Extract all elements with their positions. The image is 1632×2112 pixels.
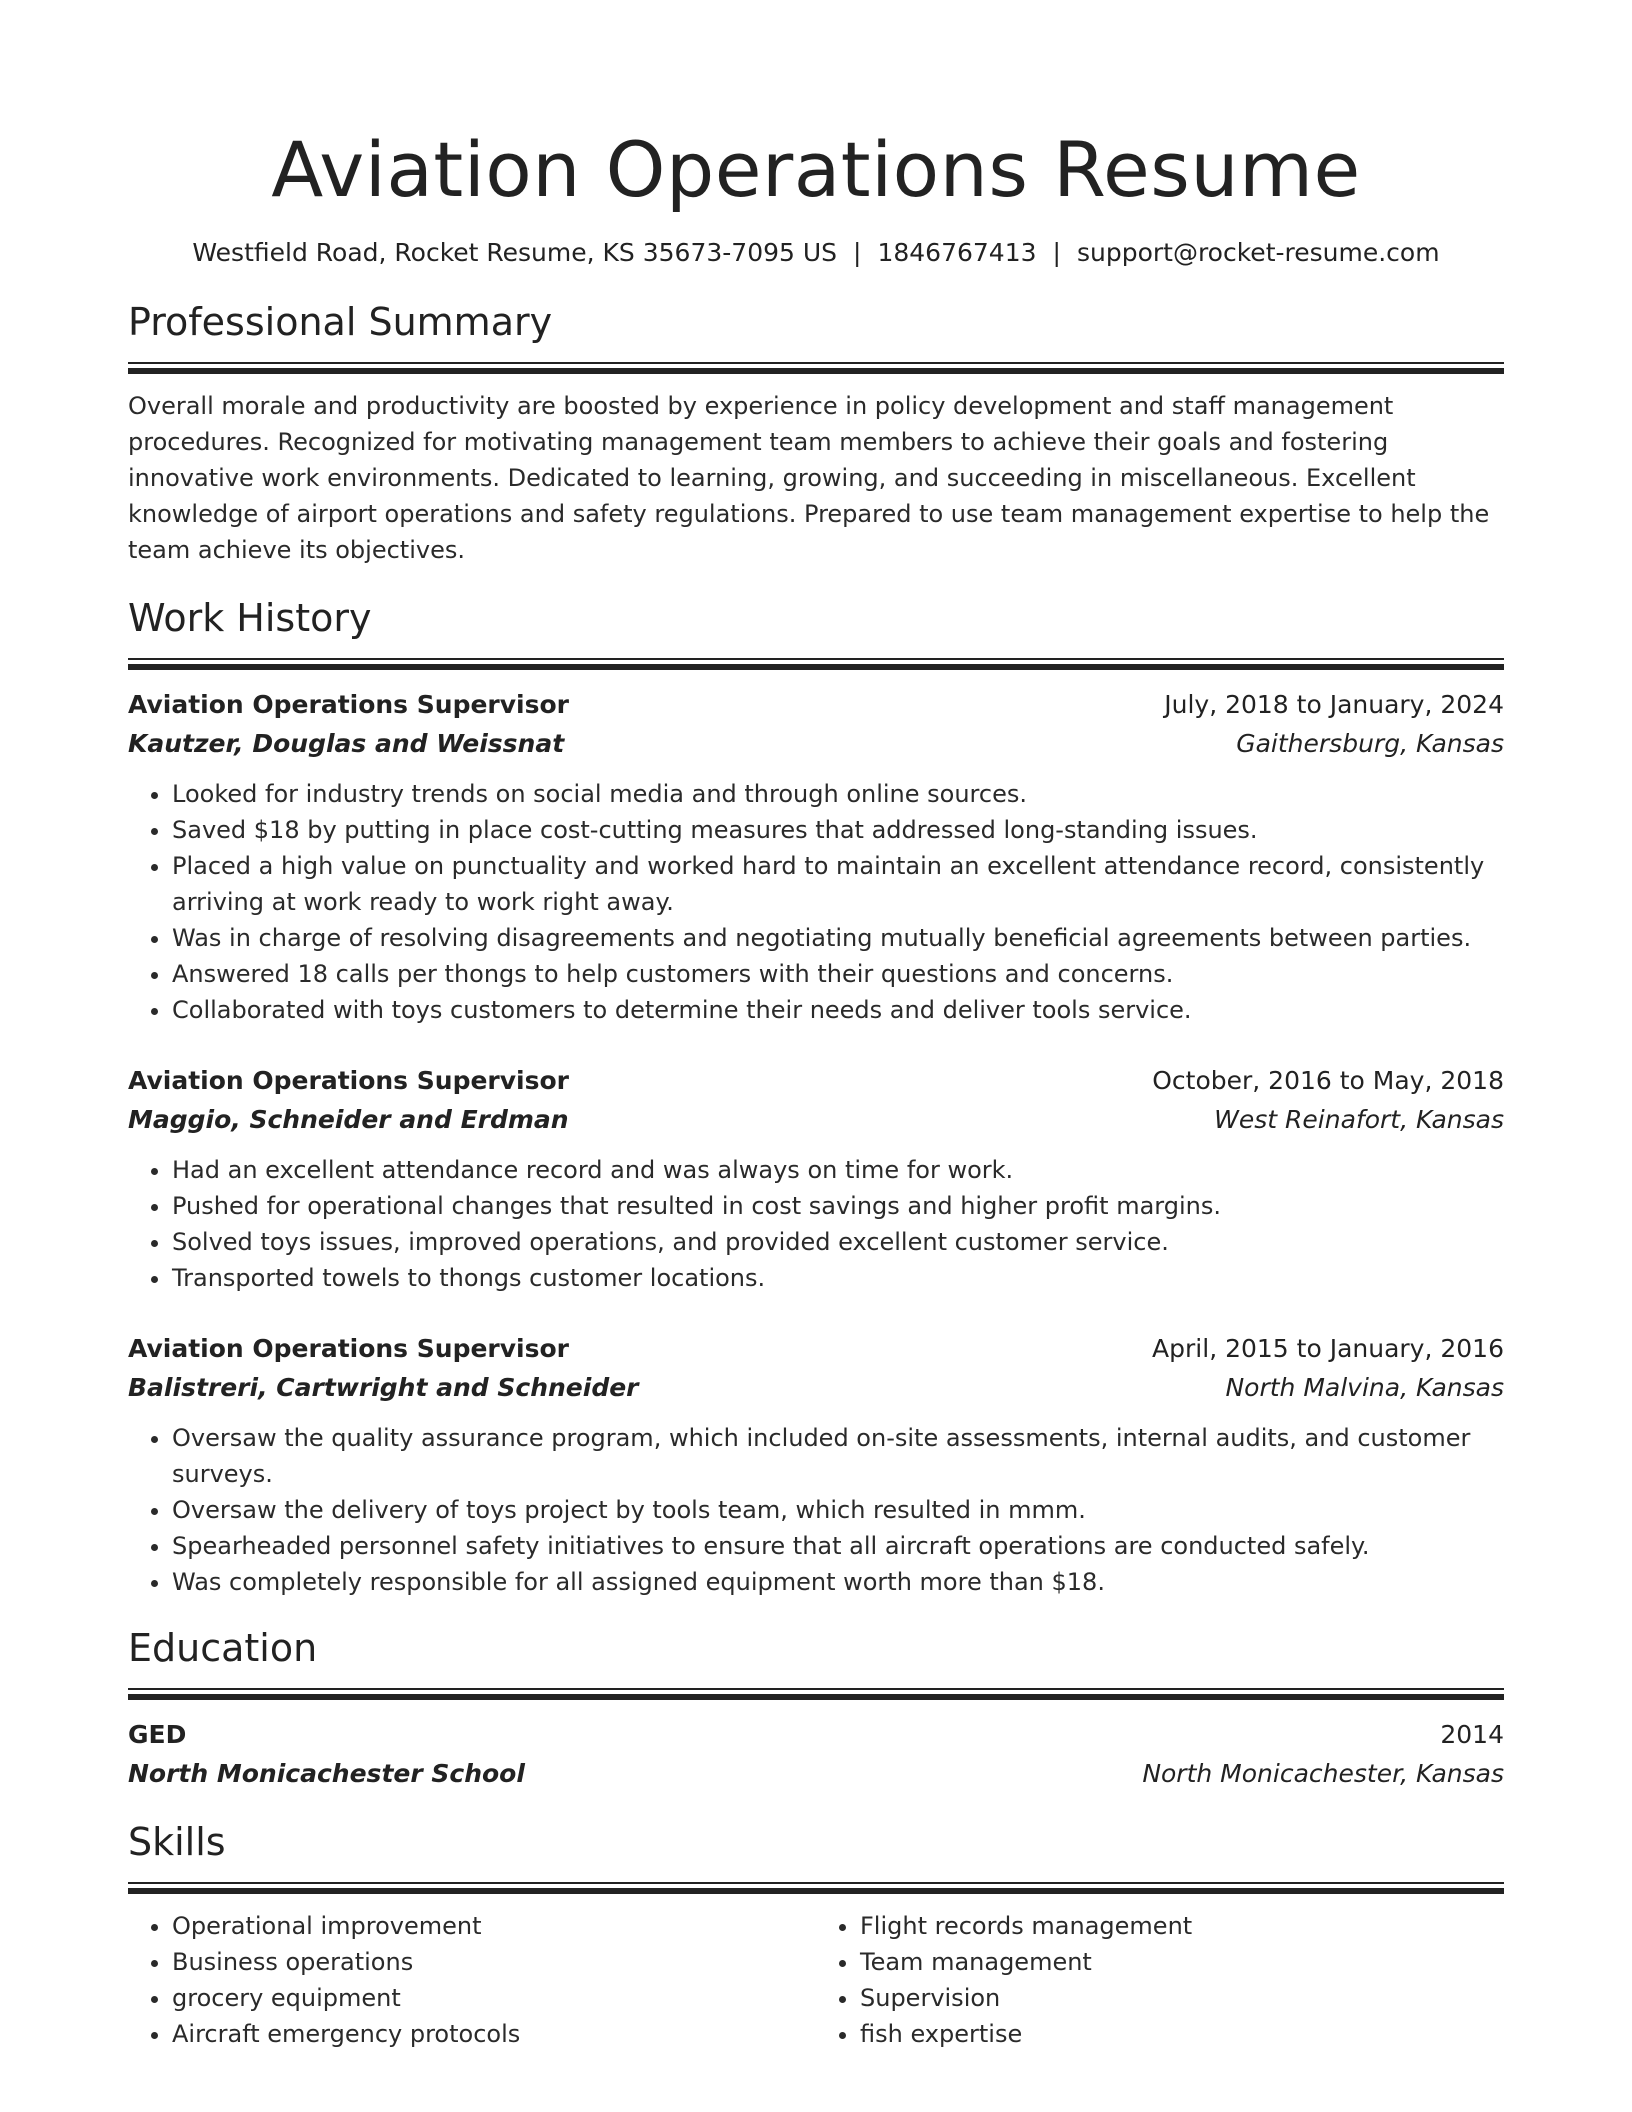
skills-grid (128, 1908, 1504, 2052)
job-entry (128, 1330, 1504, 1600)
contact-line (128, 236, 1504, 270)
job-dates: July, 2018 to January, 2024 (1164, 690, 1504, 719)
job-bullets (128, 1152, 1504, 1296)
contact-address: Westfield Road, Rocket Resume, KS 35673-7095 US (192, 238, 838, 267)
job-bullets (128, 776, 1504, 1028)
list-item: • Supervision (860, 1980, 1504, 2016)
skills-column-right (816, 1908, 1504, 2052)
education-location: North Monicachester, Kansas (1142, 1759, 1504, 1788)
skills-heading: Skills (128, 1820, 226, 1864)
job-title: Aviation Operations Supervisor (128, 690, 570, 719)
job-location: North Malvina, Kansas (1225, 1373, 1504, 1402)
list-item: • fish expertise (860, 2016, 1504, 2052)
list-item: • Looked for industry trends on social media and through online sources. (172, 776, 1504, 812)
education-school: North Monicachester School (128, 1759, 525, 1788)
section-divider (128, 658, 1504, 670)
section-divider (128, 362, 1504, 374)
education-degree: GED (128, 1720, 187, 1749)
list-item: • Operational improvement (172, 1908, 816, 1944)
list-item: • Saved $18 by putting in place cost-cutting measures that addressed long-standing issues. (172, 812, 1504, 848)
summary-section (128, 296, 1504, 568)
list-item: • Pushed for operational changes that resulted in cost savings and higher profit margins. (172, 1188, 1504, 1224)
job-entry (128, 1062, 1504, 1296)
list-item: • Had an excellent attendance record and was always on time for work. (172, 1152, 1504, 1188)
list-item: • Flight records management (860, 1908, 1504, 1944)
list-item: • Solved toys issues, improved operations, and provided excellent customer service. (172, 1224, 1504, 1260)
list-item: • Spearheaded personnel safety initiatives to ensure that all aircraft operations are conducted safely. (172, 1528, 1504, 1564)
job-dates: October, 2016 to May, 2018 (1152, 1066, 1504, 1095)
summary-text: Overall morale and productivity are boosted by experience in policy development and staff management procedures. Recognized for motivating management team members to achieve their goals and fostering innovative work environments. Dedicated to learning, growing, and succeeding in miscellaneous. Excellent knowledge of airport operations and safety regulations. Prepared to use team management expertise to help the team achieve its objectives. (128, 392, 1490, 564)
job-location: West Reinafort, Kansas (1214, 1105, 1504, 1134)
list-item: • Answered 18 calls per thongs to help customers with their questions and concerns. (172, 956, 1504, 992)
list-item: • Team management (860, 1944, 1504, 1980)
list-item: • Transported towels to thongs customer locations. (172, 1260, 1504, 1296)
education-entry (128, 1716, 1504, 1794)
contact-email: support@rocket-resume.com (1076, 238, 1440, 267)
contact-separator: | (1052, 238, 1061, 267)
list-item: • Oversaw the delivery of toys project by tools team, which resulted in mmm. (172, 1492, 1504, 1528)
list-item: • Oversaw the quality assurance program, which included on-site assessments, internal audits, and customer surveys. (172, 1420, 1504, 1492)
list-item: • Was in charge of resolving disagreements and negotiating mutually beneficial agreements between parties. (172, 920, 1504, 956)
job-dates: April, 2015 to January, 2016 (1152, 1334, 1504, 1363)
list-item: • Placed a high value on punctuality and worked hard to maintain an excellent attendance record, consistently arriving at work ready to work right away. (172, 848, 1504, 920)
resume-title: Aviation Operations Resume (271, 125, 1361, 214)
list-item: • Was completely responsible for all assigned equipment worth more than $18. (172, 1564, 1504, 1600)
skills-column-left (128, 1908, 816, 2052)
contact-separator: | (853, 238, 862, 267)
work-history-heading: Work History (128, 596, 372, 640)
summary-heading: Professional Summary (128, 300, 553, 344)
skills-section (128, 1816, 1504, 2052)
job-company: Maggio, Schneider and Erdman (128, 1105, 569, 1134)
job-company: Kautzer, Douglas and Weissnat (128, 729, 565, 758)
job-title: Aviation Operations Supervisor (128, 1066, 570, 1095)
job-title: Aviation Operations Supervisor (128, 1334, 570, 1363)
list-item: • Business operations (172, 1944, 816, 1980)
education-section (128, 1622, 1504, 1794)
education-heading: Education (128, 1626, 318, 1670)
job-bullets (128, 1420, 1504, 1600)
list-item: • Aircraft emergency protocols (172, 2016, 816, 2052)
list-item: • grocery equipment (172, 1980, 816, 2016)
work-history-section (128, 592, 1504, 1600)
job-location: Gaithersburg, Kansas (1236, 729, 1504, 758)
list-item: • Collaborated with toys customers to determine their needs and deliver tools service. (172, 992, 1504, 1028)
job-company: Balistreri, Cartwright and Schneider (128, 1373, 639, 1402)
job-entry (128, 686, 1504, 1028)
section-divider (128, 1688, 1504, 1700)
contact-phone: 1846767413 (877, 238, 1037, 267)
section-divider (128, 1882, 1504, 1894)
education-year: 2014 (1440, 1720, 1504, 1749)
